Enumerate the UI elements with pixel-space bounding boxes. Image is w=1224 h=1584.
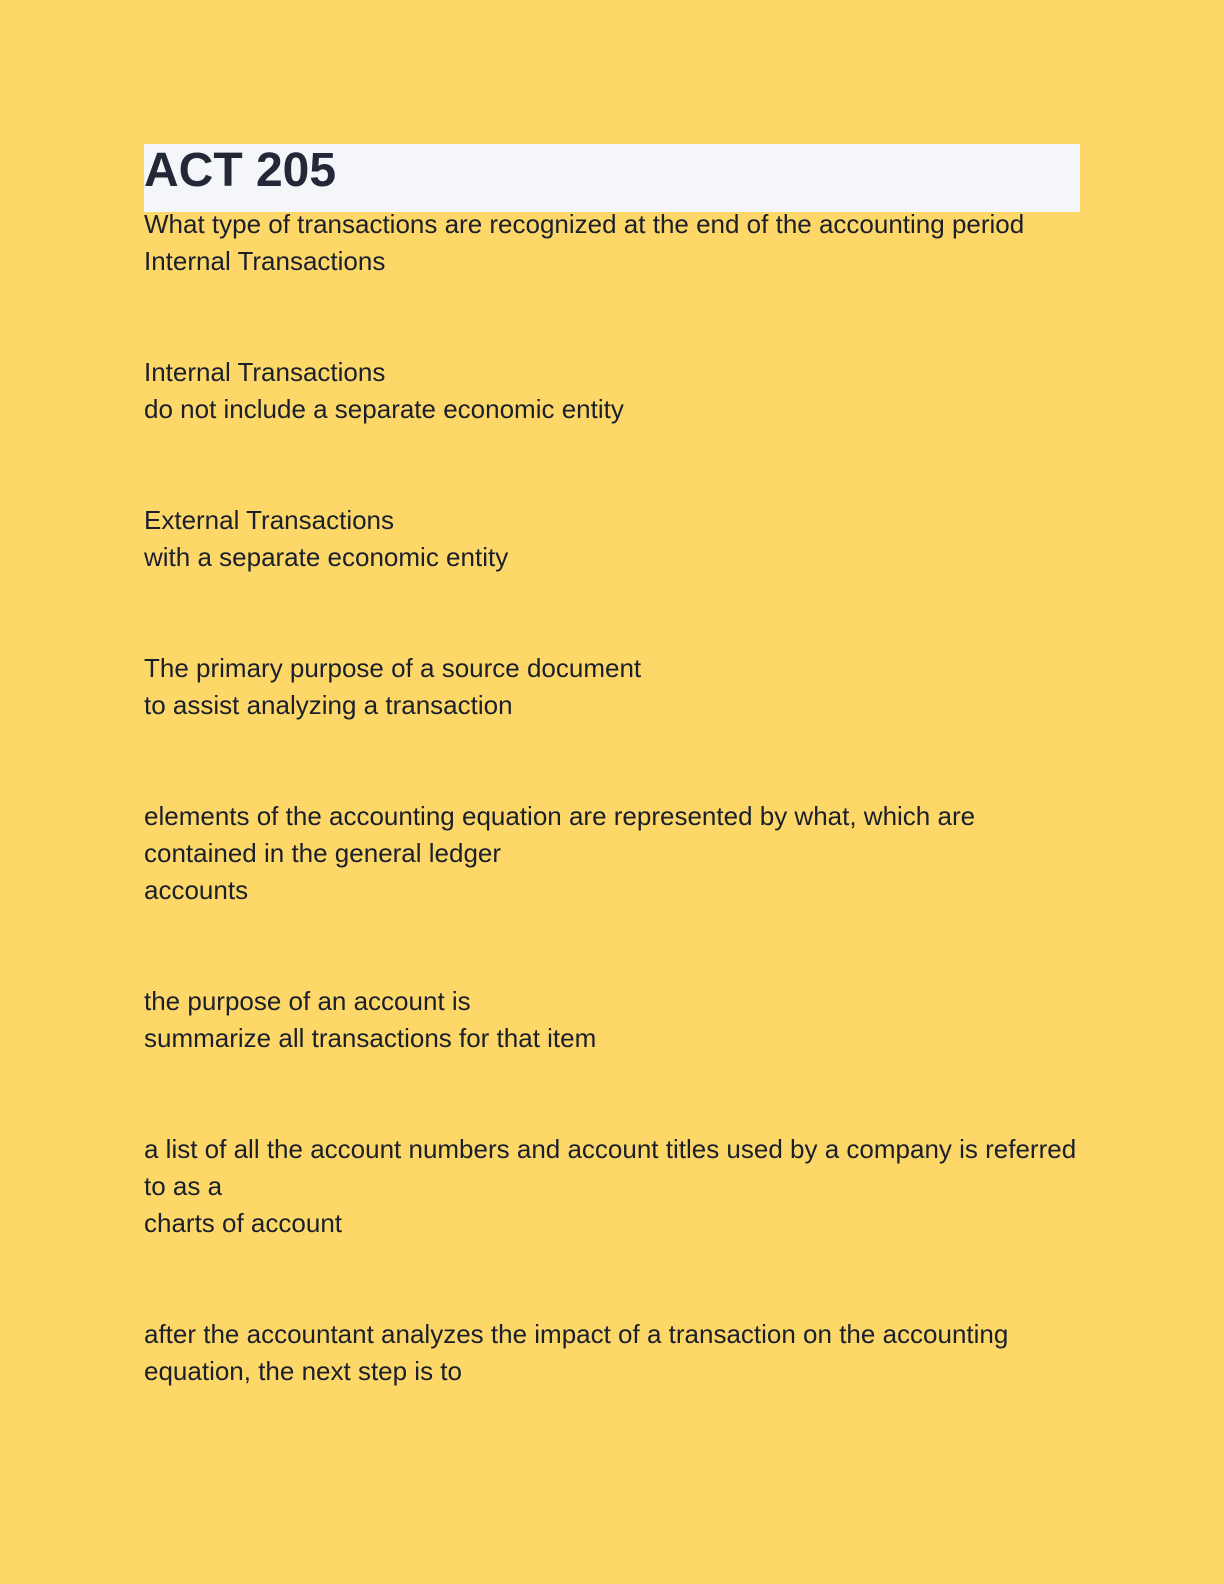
card-term: elements of the accounting equation are represented by what, which are contained in the general ledger [144, 801, 976, 868]
flashcard [144, 206, 1084, 280]
card-definition: charts of account [144, 1208, 342, 1238]
card-term: The primary purpose of a source document [144, 653, 642, 683]
card-term: the purpose of an account is [144, 986, 471, 1016]
flashcard-list [144, 206, 1084, 1464]
card-definition: do not include a separate economic entity [144, 394, 624, 424]
card-definition: to assist analyzing a transaction [144, 690, 513, 720]
card-term: Internal Transactions [144, 357, 386, 387]
card-definition: with a separate economic entity [144, 542, 509, 572]
flashcard [144, 798, 1084, 909]
card-definition: Internal Transactions [144, 246, 386, 276]
flashcard [144, 650, 1084, 724]
card-definition: accounts [144, 875, 249, 905]
card-term: a list of all the account numbers and account titles used by a company is referred to as a [144, 1134, 1077, 1201]
flashcard [144, 354, 1084, 428]
card-term: External Transactions [144, 505, 395, 535]
flashcard [144, 1316, 1084, 1390]
card-term: What type of transactions are recognized at the end of the accounting period [144, 209, 1025, 239]
flashcard [144, 502, 1084, 576]
flashcard [144, 983, 1084, 1057]
card-definition: summarize all transactions for that item [144, 1023, 597, 1053]
document-title: ACT 205 [144, 144, 337, 197]
card-term: after the accountant analyzes the impact of a transaction on the accounting equation, the next step is to [144, 1319, 1009, 1386]
flashcard [144, 1131, 1084, 1242]
